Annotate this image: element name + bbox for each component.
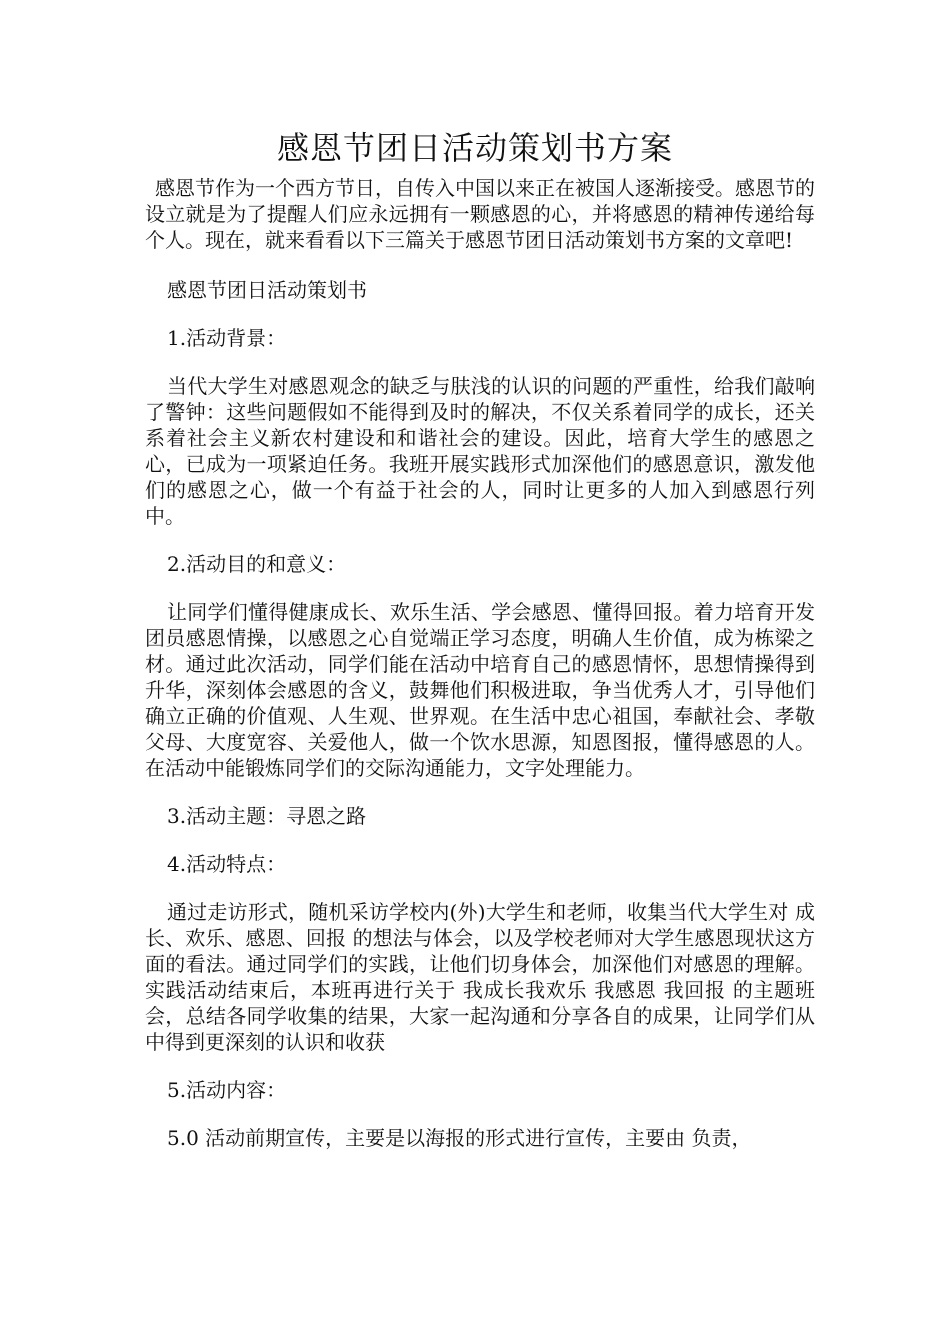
section-heading-content: 5.活动内容： [167,1078,287,1102]
section-heading-background: 1.活动背景： [167,326,287,350]
subtitle-heading: 感恩节团日活动策划书 [167,278,367,302]
document-body [145,175,815,1151]
document-title: 感恩节团日活动策划书方案 [276,129,673,167]
background-paragraph: 当代大学生对感恩观念的缺乏与肤浅的认识的问题的严重性，给我们敲响了警钟：这些问题假如不能得到及时的解决，不仅关系着同学的成长，还关系着社会主义新农村建设和和谐社会的建设。因此，培育大学生的感恩之心，已成为一项紧迫任务。我班开展实践形式加深他们的感恩意识，激发他们的感恩之心，做一个有益于社会的人，同时让更多的人加入到感恩行列中。 [145,374,815,528]
purpose-paragraph: 让同学们懂得健康成长、欢乐生活、学会感恩、懂得回报。着力培育开发团员感恩情操，以感恩之心自觉端正学习态度，明确人生价值，成为栋梁之材。通过此次活动，同学们能在活动中培育自己的感恩情怀，思想情操得到升华，深刻体会感恩的含义，鼓舞他们积极进取，争当优秀人才，引导他们确立正确的价值观、人生观、世界观。在生活中忠心祖国，奉献社会、孝敬父母、大度宽容、关爱他人，做一个饮水思源，知恩图报，懂得感恩的人。在活动中能锻炼同学们的交际沟通能力，文字处理能力。 [145,600,815,780]
intro-paragraph: 感恩节作为一个西方节日，自传入中国以来正在被国人逐渐接受。感恩节的设立就是为了提醒人们应永远拥有一颗感恩的心，并将感恩的精神传递给每个人。现在，就来看看以下三篇关于感恩节团日活动策划书方案的文章吧! [145,176,815,252]
section-heading-features: 4.活动特点： [167,852,287,876]
section-heading-purpose: 2.活动目的和意义： [167,552,347,576]
section-heading-theme: 3.活动主题：寻恩之路 [167,804,367,828]
content-item-paragraph: 5.0 活动前期宣传，主要是以海报的形式进行宣传，主要由 负责， [167,1126,752,1150]
features-paragraph: 通过走访形式，随机采访学校内(外)大学生和老师，收集当代大学生对 成长、欢乐、感恩、回报 的想法与体会，以及学校老师对大学生感恩现状这方面的看法。通过同学们的实践，让他们切身体会，加深他们对感恩的理解。实践活动结束后，本班再进行关于 我成长我欢乐 我感恩 我回报 的主题班会，总结各同学收集的结果，大家一起沟通和分享各自的成果，让同学们从中得到更深刻的认识和收获 [145,900,815,1054]
